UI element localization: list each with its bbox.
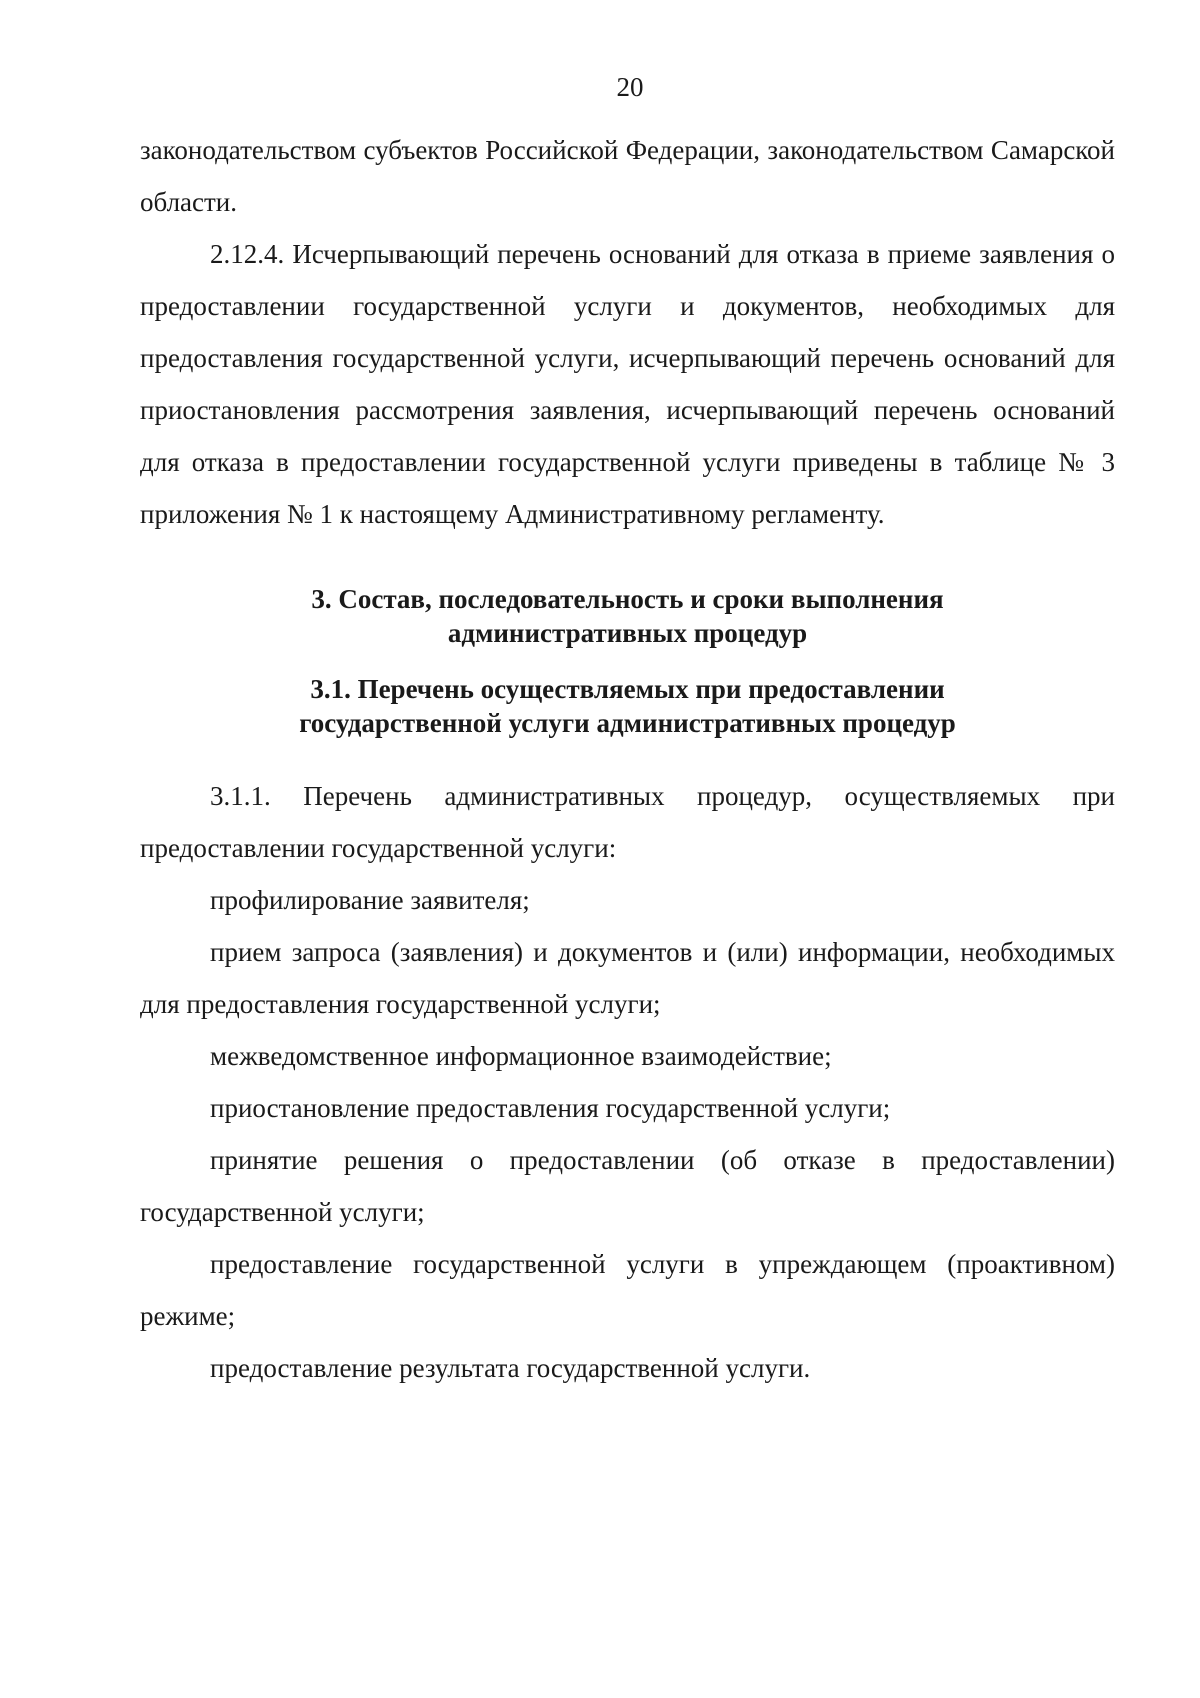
section-3-title-line2: административных процедур — [447, 618, 808, 648]
list-item: принятие решения о предоставлении (об отказе в предоставлении) государственной услуги; — [140, 1145, 1115, 1227]
procedures-list — [140, 770, 1115, 1394]
section-3-1-title-line1: 3.1. Перечень осуществляемых при предоставлении — [310, 674, 945, 704]
section-3-title-line1: 3. Состав, последовательность и сроки выполнения — [311, 584, 944, 614]
list-item: прием запроса (заявления) и документов и (или) информации, необходимых для предоставления государственной услуги; — [140, 937, 1115, 1019]
section-3-heading — [140, 582, 1115, 650]
list-item: предоставление результата государственной услуги. — [210, 1353, 811, 1383]
section-3-1-heading — [140, 672, 1115, 740]
page-number: 20 — [616, 72, 644, 102]
paragraph-legislation: законодательством субъектов Российской Федерации, законодательством Самарской области. — [140, 135, 1115, 217]
list-item: предоставление государственной услуги в упреждающем (проактивном) режиме; — [140, 1249, 1115, 1331]
list-item: профилирование заявителя; — [210, 885, 530, 915]
list-lead: 3.1.1. Перечень административных процедур, осуществляемых при предоставлении государственной услуги: — [140, 781, 1115, 863]
list-item: приостановление предоставления государственной услуги; — [210, 1093, 891, 1123]
intro-text — [140, 124, 1115, 540]
section-3-1-title-line2: государственной услуги административных процедур — [299, 708, 956, 738]
paragraph-2-12-4: 2.12.4. Исчерпывающий перечень оснований для отказа в приеме заявления о предоставлении государственной услуги и документов, необходимых для предоставления государственной услуги, исчерпывающий перечень оснований для приостановления рассмотрения заявления, исчерпывающий перечень оснований для отказа в предоставлении государственной услуги приведены в таблице № 3 приложения № 1 к настоящему Административному регламенту. — [140, 239, 1115, 529]
list-item: межведомственное информационное взаимодействие; — [210, 1041, 832, 1071]
